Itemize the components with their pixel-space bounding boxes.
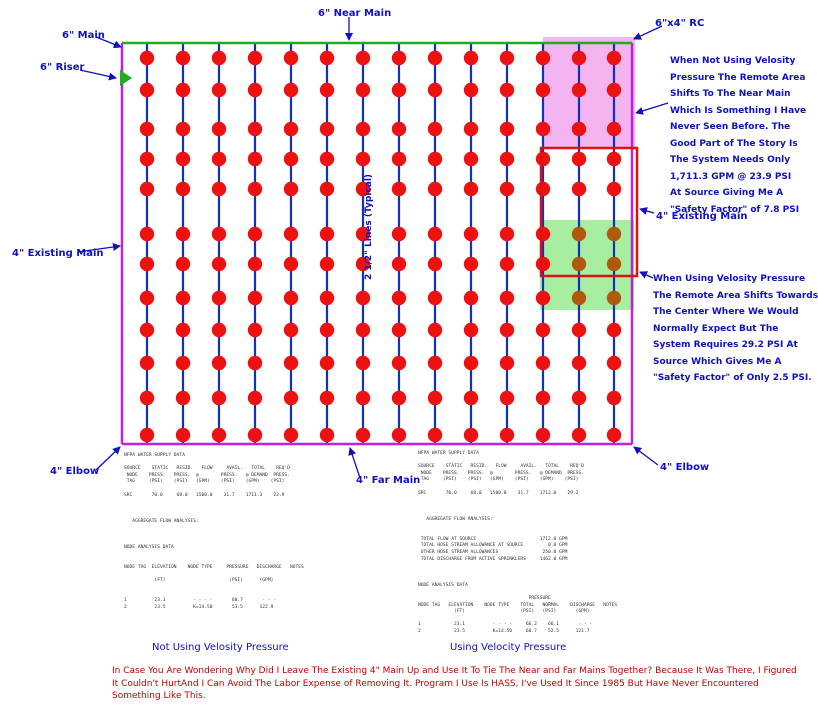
sprinkler-head bbox=[140, 83, 154, 97]
existing-main-left-label: 4" Existing Main bbox=[12, 248, 104, 259]
sprinkler-head bbox=[320, 182, 334, 196]
text-line bbox=[124, 526, 304, 533]
text-line bbox=[418, 524, 617, 531]
caption-with-velocity: Using Velocity Pressure bbox=[450, 642, 567, 653]
text-line: Normally Expect But The bbox=[653, 323, 779, 334]
sprinkler-head bbox=[212, 323, 226, 337]
text-line: System Requires 29.2 PSI At bbox=[653, 340, 798, 350]
sprinkler-head bbox=[464, 428, 478, 442]
sprinkler-head bbox=[356, 291, 370, 305]
text-line: SOURCE STATIC RESID. FLOW AVAIL. TOTAL REQ'D bbox=[418, 464, 584, 470]
sprinkler-head bbox=[392, 227, 406, 241]
sprinkler-head bbox=[140, 291, 154, 305]
text-line: Never Seen Before. The bbox=[670, 122, 791, 132]
sprinkler-head bbox=[284, 182, 298, 196]
sprinkler-head bbox=[320, 291, 334, 305]
sprinkler-head bbox=[536, 182, 550, 196]
sprinkler-head bbox=[572, 152, 586, 166]
sprinkler-head bbox=[464, 323, 478, 337]
text-line: NFPA WATER SUPPLY DATA bbox=[124, 453, 185, 458]
sprinkler-head bbox=[248, 391, 262, 405]
sprinkler-head bbox=[536, 227, 550, 241]
sprinkler-head bbox=[464, 152, 478, 166]
sprinkler-head bbox=[356, 356, 370, 370]
text-line: The System Needs Only bbox=[670, 155, 791, 165]
sprinkler-head bbox=[572, 227, 586, 241]
sprinkler-head bbox=[500, 428, 514, 442]
sprinkler-head bbox=[464, 227, 478, 241]
sprinkler-head bbox=[284, 51, 298, 65]
text-line bbox=[418, 504, 617, 511]
text-line: NODE ANALYSIS DATA bbox=[124, 545, 174, 551]
sprinkler-head bbox=[536, 257, 550, 271]
text-line: PRESSURE bbox=[418, 596, 551, 602]
sprinkler-head bbox=[428, 356, 442, 370]
sprinkler-head bbox=[500, 291, 514, 305]
text-line bbox=[124, 512, 304, 519]
sprinkler-head bbox=[176, 428, 190, 442]
sprinkler-head bbox=[176, 257, 190, 271]
sprinkler-head bbox=[607, 51, 621, 65]
sprinkler-head bbox=[607, 182, 621, 196]
sprinkler-head bbox=[140, 152, 154, 166]
report-no-velocity bbox=[124, 453, 304, 611]
sprinkler-head bbox=[320, 83, 334, 97]
sprinkler-head bbox=[176, 51, 190, 65]
sprinkler-head bbox=[500, 227, 514, 241]
sprinkler-head bbox=[320, 323, 334, 337]
sprinkler-head bbox=[356, 391, 370, 405]
sprinkler-head bbox=[392, 182, 406, 196]
sprinkler-head bbox=[284, 291, 298, 305]
sprinkler-head bbox=[607, 323, 621, 337]
sprinkler-head bbox=[248, 257, 262, 271]
text-line: SOURCE STATIC RESID. FLOW AVAIL. TOTAL REQ'D bbox=[124, 466, 290, 472]
sprinkler-head bbox=[140, 122, 154, 136]
sprinkler-head bbox=[212, 428, 226, 442]
sprinkler-head bbox=[464, 356, 478, 370]
sprinkler-head bbox=[428, 391, 442, 405]
text-line bbox=[124, 552, 304, 559]
sprinkler-head bbox=[500, 391, 514, 405]
note-with-velocity bbox=[653, 271, 818, 387]
sprinkler-head bbox=[607, 227, 621, 241]
text-line bbox=[418, 497, 617, 504]
sprinkler-head bbox=[356, 428, 370, 442]
sprinkler-head bbox=[212, 257, 226, 271]
text-line: OTHER HOSE STREAM ALLOWANCES 250.0 GPM bbox=[418, 549, 568, 555]
existing-main-right-label: 4" Existing Main bbox=[656, 211, 748, 222]
text-line bbox=[418, 530, 617, 537]
text-line: NODE ANALYSIS DATA bbox=[418, 582, 468, 588]
sprinkler-head bbox=[464, 257, 478, 271]
sprinkler-head bbox=[212, 291, 226, 305]
text-line: When Not Using Velosity bbox=[670, 56, 796, 66]
text-line: NFPA WATER SUPPLY DATA bbox=[418, 451, 479, 456]
sprinkler-head bbox=[212, 152, 226, 166]
text-line: 1 23.1 - - - - 60.7 - - - bbox=[124, 598, 277, 604]
sprinkler-head bbox=[140, 51, 154, 65]
sprinkler-head bbox=[428, 51, 442, 65]
sprinkler-head bbox=[284, 428, 298, 442]
text-line bbox=[418, 510, 617, 517]
sprinkler-head bbox=[212, 391, 226, 405]
text-line: When Using Velosity Pressure bbox=[653, 274, 806, 284]
sprinkler-head bbox=[464, 83, 478, 97]
text-line bbox=[124, 499, 304, 506]
sprinkler-head bbox=[536, 152, 550, 166]
sprinkler-head bbox=[464, 51, 478, 65]
text-line: Pressure The Remote Area bbox=[670, 72, 806, 83]
sprinkler-head bbox=[572, 323, 586, 337]
sprinkler-head bbox=[212, 122, 226, 136]
text-line: The Center Where We Would bbox=[653, 307, 799, 317]
text-line: 1 23.1 - - - - 66.2 66.1 - - - bbox=[418, 622, 593, 628]
sprinkler-head bbox=[176, 152, 190, 166]
sprinkler-head bbox=[320, 391, 334, 405]
text-line: Good Part of The Story Is bbox=[670, 138, 798, 149]
note-with-velocity-arrow bbox=[640, 272, 653, 278]
elbow-left-label: 4" Elbow bbox=[50, 466, 100, 477]
sprinkler-head bbox=[464, 391, 478, 405]
riser-arrow bbox=[80, 70, 116, 78]
sprinkler-head bbox=[428, 83, 442, 97]
sprinkler-head bbox=[428, 152, 442, 166]
sprinkler-head bbox=[428, 291, 442, 305]
elbow-right-label: 4" Elbow bbox=[660, 462, 710, 473]
sprinkler-head bbox=[607, 391, 621, 405]
sprinkler-head bbox=[176, 391, 190, 405]
sprinkler-head bbox=[536, 428, 550, 442]
sprinkler-head bbox=[536, 122, 550, 136]
text-line: NODE TAG ELEVATION NODE TYPE PRESSURE DISCHARGE NOTES bbox=[124, 565, 304, 571]
sprinkler-head bbox=[320, 356, 334, 370]
text-line: 2 23.5 K=14.50 53.5 122.9 bbox=[124, 604, 274, 610]
sprinkler-head bbox=[284, 227, 298, 241]
sprinkler-head bbox=[284, 356, 298, 370]
sprinkler-head bbox=[248, 356, 262, 370]
sprinkler-head bbox=[464, 291, 478, 305]
text-line: Source Which Gives Me A bbox=[653, 356, 782, 367]
sprinkler-head bbox=[320, 428, 334, 442]
text-line: AGGREGATE FLOW ANALYSIS: bbox=[418, 516, 493, 522]
text-line: (FT) (PSI) (PSI) (GPM) bbox=[418, 609, 590, 615]
sprinkler-head bbox=[140, 323, 154, 337]
sprinkler-head bbox=[572, 291, 586, 305]
text-line: NODE TAG ELEVATION NODE TYPE TOTAL NORMAL DISCHARGE NOTES bbox=[418, 602, 618, 608]
sprinkler-head bbox=[392, 323, 406, 337]
branch-lines-label: 2 1/2" Lines (Typical) bbox=[364, 173, 375, 281]
sprinkler-head bbox=[356, 122, 370, 136]
sprinkler-head bbox=[572, 182, 586, 196]
sprinkler-head bbox=[320, 51, 334, 65]
sprinkler-head bbox=[248, 291, 262, 305]
text-line: TOTAL DISCHARGE FROM ACTIVE SPRINKLERS 1462.0 GPM bbox=[418, 556, 568, 562]
sprinkler-head bbox=[536, 51, 550, 65]
text-line: TAG (PSI) (PSI) (GPM) (PSI) (GPM) (PSI) bbox=[124, 479, 285, 485]
rc-label: 6"x4" RC bbox=[655, 18, 705, 29]
sprinkler-head bbox=[607, 428, 621, 442]
existing-main-right-arrow bbox=[640, 209, 654, 213]
sprinkler-head bbox=[212, 83, 226, 97]
text-line: AGGREGATE FLOW ANALYSIS: bbox=[124, 518, 199, 524]
sprinkler-head bbox=[248, 182, 262, 196]
sprinkler-head bbox=[572, 122, 586, 136]
sprinkler-head bbox=[320, 227, 334, 241]
text-line: Which Is Something I Have bbox=[670, 105, 807, 116]
sprinkler-head bbox=[392, 83, 406, 97]
sprinkler-head bbox=[248, 122, 262, 136]
sprinkler-head bbox=[500, 152, 514, 166]
text-line: TOTAL FLOW AT SOURCE 1712.0 GPM bbox=[418, 536, 568, 542]
sprinkler-head bbox=[572, 391, 586, 405]
sprinkler-head bbox=[392, 391, 406, 405]
text-line: NODE PRESS. PRESS. @ PRESS. @ DEMAND PRESS. bbox=[418, 470, 584, 476]
sprinkler-head bbox=[212, 227, 226, 241]
sprinkler-head bbox=[572, 83, 586, 97]
text-line bbox=[418, 570, 617, 577]
sprinkler-head bbox=[176, 83, 190, 97]
sprinkler-head bbox=[320, 257, 334, 271]
sprinkler-head bbox=[212, 356, 226, 370]
text-line bbox=[418, 576, 617, 583]
caption-no-velocity: Not Using Velosity Pressure bbox=[152, 642, 289, 653]
sprinkler-head bbox=[176, 356, 190, 370]
sprinkler-head bbox=[140, 257, 154, 271]
text-line bbox=[124, 506, 304, 513]
sprinkler-head bbox=[284, 391, 298, 405]
sprinkler-head bbox=[320, 122, 334, 136]
text-line bbox=[124, 486, 304, 493]
near-main-label: 6" Near Main bbox=[318, 8, 392, 19]
sprinkler-head bbox=[500, 51, 514, 65]
sprinkler-head bbox=[500, 83, 514, 97]
sprinkler-head bbox=[607, 152, 621, 166]
sprinkler-head bbox=[500, 182, 514, 196]
sprinkler-head bbox=[356, 51, 370, 65]
sprinkler-head bbox=[320, 152, 334, 166]
sprinkler-head bbox=[140, 428, 154, 442]
sprinkler-head bbox=[464, 182, 478, 196]
sprinkler-head bbox=[248, 152, 262, 166]
sprinkler-head bbox=[140, 182, 154, 196]
sprinkler-head bbox=[607, 291, 621, 305]
text-line: SRC 70.0 60.0 1500.0 31.7 1712.0 29.2 bbox=[418, 490, 579, 496]
sprinkler-head bbox=[392, 428, 406, 442]
text-line: (FT) (PSI) (GPM) bbox=[124, 578, 274, 584]
sprinkler-head bbox=[572, 257, 586, 271]
sprinkler-head bbox=[284, 152, 298, 166]
text-line: The Remote Area Shifts Towards bbox=[653, 290, 818, 301]
sprinkler-head bbox=[572, 356, 586, 370]
sprinkler-head bbox=[176, 323, 190, 337]
sprinkler-head bbox=[140, 356, 154, 370]
sprinkler-head bbox=[356, 323, 370, 337]
note-no-velocity bbox=[670, 53, 806, 218]
sprinkler-head bbox=[572, 428, 586, 442]
sprinkler-head bbox=[392, 356, 406, 370]
sprinkler-head bbox=[140, 391, 154, 405]
sprinkler-head bbox=[176, 227, 190, 241]
sprinkler-head bbox=[392, 122, 406, 136]
report-with-velocity bbox=[418, 451, 617, 636]
sprinkler-head bbox=[248, 428, 262, 442]
sprinkler-head bbox=[284, 83, 298, 97]
text-line bbox=[124, 532, 304, 539]
sprinkler-head bbox=[212, 51, 226, 65]
text-line bbox=[418, 563, 617, 570]
sprinkler-head bbox=[607, 122, 621, 136]
sprinkler-head bbox=[428, 182, 442, 196]
text-line: 1,711.3 GPM @ 23.9 PSI bbox=[670, 171, 792, 182]
sprinkler-head bbox=[428, 323, 442, 337]
elbow-right-arrow bbox=[634, 447, 658, 465]
sprinkler-head bbox=[607, 356, 621, 370]
text-line: Shifts To The Near Main bbox=[670, 89, 791, 99]
sprinkler-head bbox=[248, 83, 262, 97]
sprinkler-head bbox=[212, 182, 226, 196]
sprinkler-head bbox=[392, 291, 406, 305]
sprinkler-head bbox=[572, 51, 586, 65]
main-6-label: 6" Main bbox=[62, 30, 105, 41]
sprinkler-head bbox=[428, 122, 442, 136]
text-line: "Safety Factor" of Only 2.5 PSI. bbox=[653, 373, 812, 383]
text-line: 2 23.5 K=14.50 60.7 52.5 121.7 bbox=[418, 629, 590, 635]
sprinkler-head bbox=[284, 323, 298, 337]
sprinkler-head bbox=[428, 227, 442, 241]
remote-area-no-velocity bbox=[543, 37, 635, 149]
text-line bbox=[418, 484, 617, 491]
text-line: TOTAL HOSE STREAM ALLOWANCE AT SOURCE 0.0 GPM bbox=[418, 543, 568, 549]
sprinkler-head bbox=[356, 152, 370, 166]
sprinkler-head bbox=[392, 257, 406, 271]
sprinkler-head bbox=[464, 122, 478, 136]
text-line: At Source Giving Me A bbox=[670, 188, 784, 198]
sprinkler-head bbox=[392, 51, 406, 65]
text-line: SRC 70.0 60.0 1500.0 31.7 1711.3 23.9 bbox=[124, 492, 285, 498]
sprinkler-head bbox=[248, 227, 262, 241]
note-no-velocity-arrow bbox=[636, 103, 668, 113]
elbow-left-arrow bbox=[96, 447, 120, 470]
sprinkler-head bbox=[536, 391, 550, 405]
sprinkler-head bbox=[356, 83, 370, 97]
text-line: "Safety Factor" of 7.8 PSI bbox=[670, 204, 800, 215]
sprinkler-head bbox=[536, 356, 550, 370]
bottom-note: In Case You Are Wondering Why Did I Leave The Existing 4" Main Up and Use It To Tie The Near and Far Mains Together? Because It Was There, I Figured It Couldn't HurtAnd I Can Avoid The Labor Expense of Removing It. Program I Use Is HASS, I've Used It Since 1985 But Have Never Encountered Something Like This. bbox=[112, 666, 797, 701]
sprinkler-head bbox=[176, 182, 190, 196]
sprinkler-head bbox=[248, 323, 262, 337]
far-main-label: 4" Far Main bbox=[356, 475, 421, 486]
sprinkler-head bbox=[607, 83, 621, 97]
riser-label: 6" Riser bbox=[40, 62, 85, 73]
sprinkler-head bbox=[428, 428, 442, 442]
sprinkler-head bbox=[140, 227, 154, 241]
sprinkler-head bbox=[500, 323, 514, 337]
riser-marker bbox=[120, 70, 132, 86]
sprinkler-head bbox=[607, 257, 621, 271]
sprinkler-head bbox=[500, 257, 514, 271]
sprinkler-head bbox=[284, 122, 298, 136]
sprinkler-head bbox=[428, 257, 442, 271]
sprinkler-head bbox=[500, 122, 514, 136]
text-line bbox=[124, 585, 304, 592]
sprinkler-head bbox=[176, 122, 190, 136]
sprinkler-head bbox=[392, 152, 406, 166]
far-main-arrow bbox=[350, 448, 360, 478]
sprinkler-head bbox=[536, 291, 550, 305]
sprinkler-head bbox=[284, 257, 298, 271]
sprinkler-head bbox=[500, 356, 514, 370]
sprinkler-head bbox=[536, 83, 550, 97]
text-line: TAG (PSI) (PSI) (GPM) (PSI) (GPM) (PSI) bbox=[418, 477, 579, 483]
text-line: NODE PRESS. PRESS. @ PRESS. @ DEMAND PRESS. bbox=[124, 472, 290, 478]
sprinkler-head bbox=[248, 51, 262, 65]
sprinkler-head bbox=[176, 291, 190, 305]
sprinkler-head bbox=[536, 323, 550, 337]
